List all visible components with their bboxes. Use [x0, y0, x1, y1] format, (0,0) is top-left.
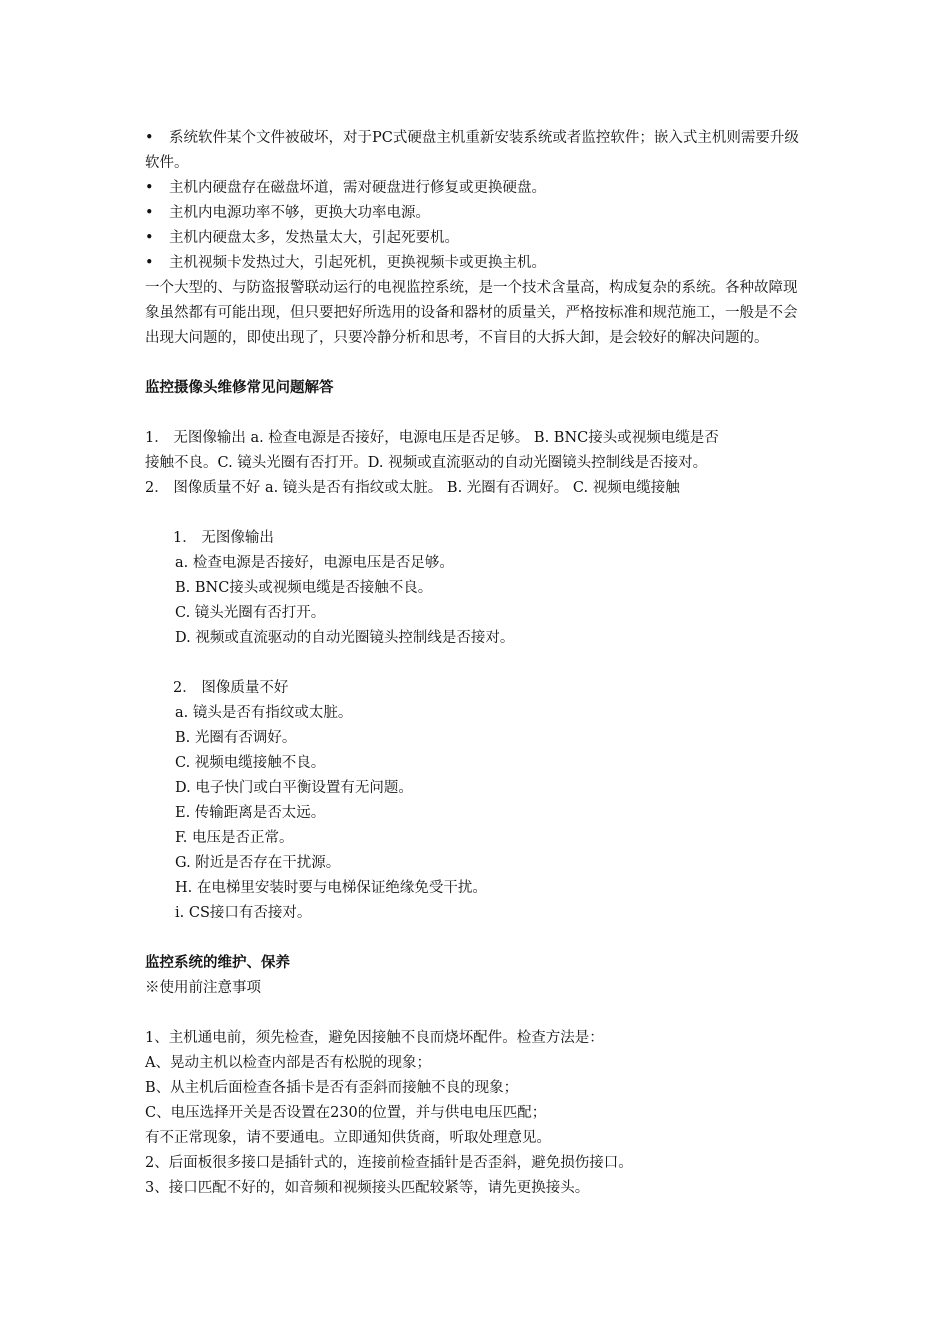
- bullet-item: [145, 251, 810, 276]
- precaution-line: 2、后面板很多接口是插针式的，连接前检查插针是否歪斜，避免损伤接口。: [145, 1155, 633, 1171]
- precaution-line: 有不正常现象，请不要通电。立即通知供货商，听取处理意见。: [145, 1130, 551, 1146]
- precautions-list: [145, 1026, 810, 1201]
- bullet-text: 主机视频卡发热过大，引起死机，更换视频卡或更换主机。: [169, 255, 546, 271]
- precaution-line: A、晃动主机以检查内部是否有松脱的现象；: [145, 1055, 431, 1071]
- bullet-text: 主机内电源功率不够，更换大功率电源。: [169, 205, 430, 221]
- intro-line: 2． 图像质量不好 a. 镜头是否有指纹或太脏。 B. 光圈有否调好。 C. 视频电缆接触: [145, 480, 680, 496]
- document-page: [145, 126, 810, 1201]
- bullet-item: [145, 201, 810, 226]
- precaution-line: 3、接口匹配不好的，如音频和视频接头匹配较紧等，请先更换接头。: [145, 1180, 590, 1196]
- intro-block: [145, 426, 810, 501]
- checklist-item: B. 光圈有否调好。: [175, 730, 297, 746]
- bullet-item: [145, 126, 810, 176]
- checklist-item: H. 在电梯里安装时要与电梯保证绝缘免受干扰。: [175, 880, 487, 896]
- bullet-text: 主机内硬盘太多，发热量太大，引起死要机。: [169, 230, 459, 246]
- bullet-mark: •: [145, 255, 154, 271]
- bullet-text: 系统软件某个文件被破坏，对于PC式硬盘主机重新安装系统或者监控软件；嵌入式主机则需要升级软件。: [145, 130, 799, 171]
- section-subtitle: ※使用前注意事项: [145, 980, 261, 996]
- bullet-item: [145, 226, 810, 251]
- checklist-item: F. 电压是否正常。: [175, 830, 294, 846]
- bullet-item: [145, 176, 810, 201]
- checklist-item: E. 传输距离是否太远。: [175, 805, 326, 821]
- checklist-group: [145, 676, 810, 926]
- intro-line: 接触不良。C. 镜头光圈有否打开。D. 视频或直流驱动的自动光圈镜头控制线是否接对。: [145, 455, 708, 471]
- precaution-line: B、从主机后面检查各插卡是否有歪斜而接触不良的现象；: [145, 1080, 519, 1096]
- precaution-line: 1、主机通电前，须先检查，避免因接触不良而烧坏配件。检查方法是：: [145, 1030, 604, 1046]
- intro-line: 1． 无图像输出 a. 检查电源是否接好，电源电压是否足够。 B. BNC接头或视频电缆是否: [145, 430, 719, 446]
- checklist-item: D. 电子快门或白平衡设置有无问题。: [175, 780, 413, 796]
- bullet-mark: •: [145, 180, 154, 196]
- checklist-item: D. 视频或直流驱动的自动光圈镜头控制线是否接对。: [175, 630, 515, 646]
- checklist-group: [145, 526, 810, 651]
- summary-paragraph: 一个大型的、与防盗报警联动运行的电视监控系统，是一个技术含量高，构成复杂的系统。各种故障现象虽然都有可能出现，但只要把好所选用的设备和器材的质量关，严格按标准和规范施工，一般是不会出现大问题的，即使出现了，只要冷静分析和思考，不盲目的大拆大卸，是会较好的解决问题的。: [145, 280, 798, 346]
- checklist-item: C. 视频电缆接触不良。: [175, 755, 326, 771]
- bullet-list: [145, 126, 810, 276]
- bullet-text: 主机内硬盘存在磁盘坏道，需对硬盘进行修复或更换硬盘。: [169, 180, 546, 196]
- section-heading: 监控摄像头维修常见问题解答: [145, 380, 334, 396]
- bullet-mark: •: [145, 130, 154, 146]
- checklist-item: a. 镜头是否有指纹或太脏。: [175, 705, 353, 721]
- precaution-line: C、电压选择开关是否设置在230的位置，并与供电电压匹配；: [145, 1105, 547, 1121]
- bullet-mark: •: [145, 230, 154, 246]
- checklist-item: a. 检查电源是否接好，电源电压是否足够。: [175, 555, 454, 571]
- checklist-item: C. 镜头光圈有否打开。: [175, 605, 326, 621]
- checklist-item: i. CS接口有否接对。: [175, 905, 312, 921]
- section-heading: 监控系统的维护、保养: [145, 955, 290, 971]
- checklist-group-title: 1． 无图像输出: [173, 530, 274, 546]
- checklist-item: G. 附近是否存在干扰源。: [175, 855, 341, 871]
- checklist-group-title: 2． 图像质量不好: [173, 680, 289, 696]
- checklist-item: B. BNC接头或视频电缆是否接触不良。: [175, 580, 433, 596]
- bullet-mark: •: [145, 205, 154, 221]
